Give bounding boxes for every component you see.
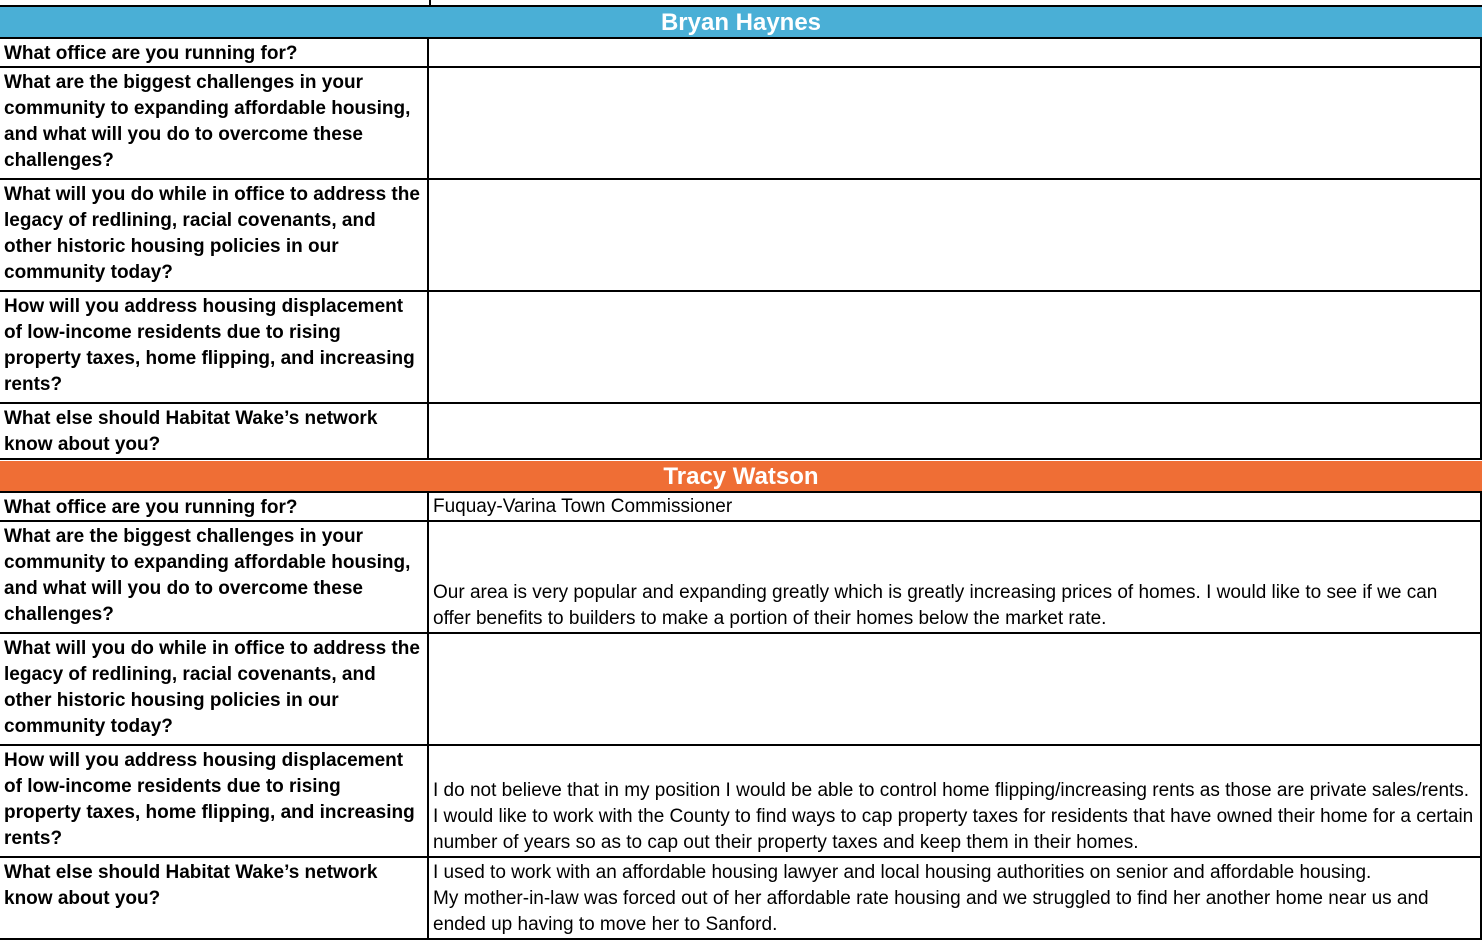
question-row-office	[0, 39, 1482, 68]
answer-cell[interactable]	[429, 522, 1482, 632]
answer-line: Our area is very popular and expanding greatly which is greatly increasing prices of homes. I would like to see if we can offer benefits to builders to make a portion of their homes below the market rate.	[433, 582, 1438, 629]
question-row-challenges	[0, 522, 1482, 634]
column-divider	[429, 0, 431, 5]
candidate-header[interactable]: Bryan Haynes	[0, 7, 1482, 39]
question-cell[interactable]: What office are you running for?	[0, 493, 429, 520]
answer-cell[interactable]	[429, 493, 1482, 520]
answer-cell[interactable]	[429, 292, 1482, 402]
answer-cell[interactable]	[429, 68, 1482, 178]
question-cell[interactable]: How will you address housing displacement of low-income residents due to rising property taxes, home flipping, and increasing rents?	[0, 746, 429, 856]
answer-line: I would like to work with the County to find ways to cap property taxes for residents that have owned their home for a certain number of years so as to cap out their property taxes and keep them in their homes.	[433, 806, 1474, 853]
answer-cell[interactable]	[429, 404, 1482, 458]
answer-line: My mother-in-law was forced out of her affordable rate housing and we struggled to find her another home near us and ended up having to move her to Sanford.	[433, 888, 1429, 935]
answer-cell[interactable]	[429, 746, 1482, 856]
answer-cell[interactable]	[429, 180, 1482, 290]
question-row-displacement	[0, 746, 1482, 858]
answer-cell[interactable]	[429, 858, 1482, 938]
answer-cell[interactable]	[429, 634, 1482, 744]
question-row-displacement	[0, 292, 1482, 404]
candidate-section-bryan-haynes	[0, 7, 1482, 460]
question-row-office	[0, 493, 1482, 522]
answer-cell[interactable]	[429, 39, 1482, 66]
question-cell[interactable]: What will you do while in office to address the legacy of redlining, racial covenants, and other historic housing policies in our community today?	[0, 180, 429, 290]
question-cell[interactable]: What else should Habitat Wake’s network know about you?	[0, 404, 429, 458]
question-cell[interactable]: What will you do while in office to address the legacy of redlining, racial covenants, and other historic housing policies in our community today?	[0, 634, 429, 744]
question-cell[interactable]: How will you address housing displacement of low-income residents due to rising property taxes, home flipping, and increasing rents?	[0, 292, 429, 402]
question-cell[interactable]: What else should Habitat Wake’s network know about you?	[0, 858, 429, 938]
candidate-header[interactable]: Tracy Watson	[0, 461, 1482, 493]
question-row-redlining	[0, 180, 1482, 292]
previous-row-edge	[0, 0, 1482, 7]
question-cell[interactable]: What are the biggest challenges in your community to expanding affordable housing, and what will you do to overcome these challenges?	[0, 522, 429, 632]
question-cell[interactable]: What office are you running for?	[0, 39, 429, 66]
answer-line: I do not believe that in my position I would be able to control home flipping/increasing rents as those are private sales/rents.	[433, 780, 1470, 801]
question-row-redlining	[0, 634, 1482, 746]
question-row-challenges	[0, 68, 1482, 180]
answer-line: I used to work with an affordable housing lawyer and local housing authorities on senior and affordable housing.	[433, 862, 1372, 883]
answer-line: Fuquay-Varina Town Commissioner	[433, 496, 733, 517]
question-row-about	[0, 858, 1482, 940]
question-cell[interactable]: What are the biggest challenges in your community to expanding affordable housing, and what will you do to overcome these challenges?	[0, 68, 429, 178]
question-row-about	[0, 404, 1482, 460]
candidate-section-tracy-watson	[0, 461, 1482, 940]
